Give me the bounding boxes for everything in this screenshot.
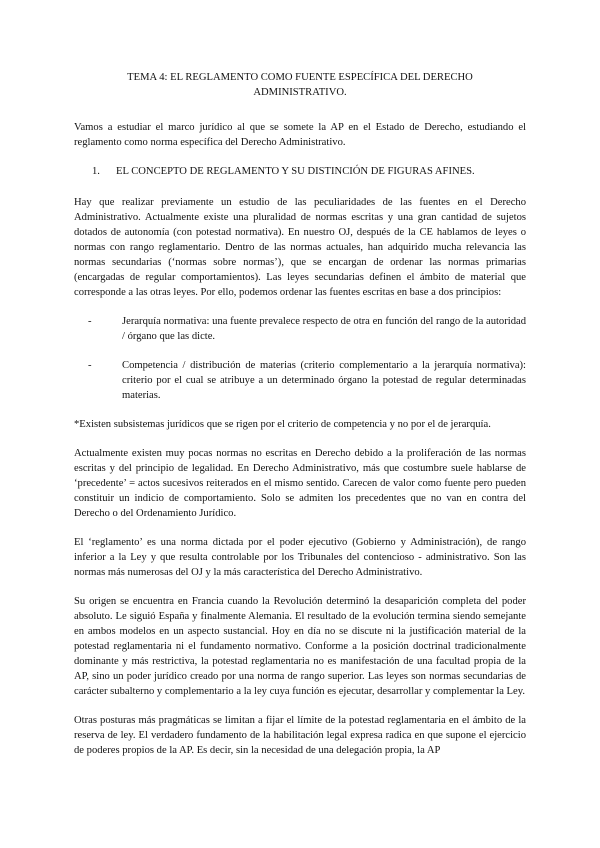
intro-paragraph: Vamos a estudiar el marco jurídico al que se somete la AP en el Estado de Derecho, estudiando el reglamento como norma específica del Derecho Administrativo. (74, 122, 526, 148)
bullet-text: Jerarquía normativa: una fuente prevalece respecto de otra en función del rango de la autoridad / órgano que las dicte. (122, 316, 526, 342)
note-paragraph: *Existen subsistemas jurídicos que se rigen por el criterio de competencia y no por el de jerarquía. (74, 419, 491, 430)
paragraph-reglamento-definition: El ‘reglamento’ es una norma dictada por el poder ejecutivo (Gobierno y Administración), de rango inferior a la Ley y que resulta controlable por los Tribunales del contencioso - administrativo. Son las normas más numerosas del OJ y la más característica del Derecho Administrativo. (74, 537, 526, 578)
list-item (74, 314, 526, 344)
paragraph-sources: Hay que realizar previamente un estudio de las peculiaridades de las fuentes en el Derecho Administrativo. Actualmente existe una pluralidad de normas escritas y una gran cantidad de sujetos dotados de autonomía (con potestad normativa). En nuestro OJ, después de la CE hablamos de leyes o normas con rango reglamentario. Dentro de las normas actuales, han adquirido mucha relevancia las normas secundarias (‘normas sobre normas’), que se encargan de ordenar las normas primarias (encargadas de regular comportamientos). Las leyes secundarias definen el ámbito de material que corresponde a las otras leyes. Por ello, podemos ordenar las fuentes escritas en base a dos principios: (74, 197, 526, 298)
bullet-marker: - (88, 316, 92, 327)
section-heading (74, 164, 526, 179)
bullet-marker: - (88, 360, 92, 371)
paragraph-origin: Su origen se encuentra en Francia cuando la Revolución determinó la desaparición completa del poder absoluto. Le siguió España y finalmente Alemania. El resultado de la evolución termina siendo semejante en ambos modelos en un aspecto sustancial. Hoy en día no se discute ni la justificación material de la potestad reglamentaria ni el fundamento normativo. Conforme a la posición doctrinal tradicionalmente dominante y más restrictiva, la potestad reglamentaria no es manifestación de una facultad propia de la AP, sino un poder jurídico creado por una norma de rango superior. Las leyes son normas secundarias de carácter subalterno y complementario a la ley cuya función es ejecutar, desarrollar y complementar la Ley. (74, 596, 526, 697)
list-item (74, 358, 526, 403)
paragraph-unwritten-norms: Actualmente existen muy pocas normas no escritas en Derecho debido a la proliferación de las normas escritas y del principio de legalidad. En Derecho Administrativo, más que costumbre suele hablarse de ‘precedente’ = actos sucesivos reiterados en el mismo sentido. Carecen de valor como fuente pero pueden constituir un indicio de comportamiento. Solo se admiten los precedentes que no van en contra del Derecho o del Ordenamiento Jurídico. (74, 448, 526, 519)
section-title: EL CONCEPTO DE REGLAMENTO Y SU DISTINCIÓN DE FIGURAS AFINES. (116, 166, 475, 177)
paragraph-pragmatic-positions: Otras posturas más pragmáticas se limitan a fijar el límite de la potestad reglamentaria en el ámbito de la reserva de ley. El verdadero fundamento de la habilitación legal expresa radica en que supone el ejercicio de poderes propios de la AP. Es decir, sin la necesidad de una delegación propia, la AP (74, 715, 526, 756)
document-title: TEMA 4: EL REGLAMENTO COMO FUENTE ESPECÍFICA DEL DERECHO ADMINISTRATIVO. (127, 72, 473, 98)
bullet-text: Competencia / distribución de materias (criterio complementario a la jerarquía normativa): criterio por el cual se atribuye a un determinado órgano la potestad de regular determinadas materias. (122, 360, 526, 401)
section-number: 1. (92, 166, 100, 177)
